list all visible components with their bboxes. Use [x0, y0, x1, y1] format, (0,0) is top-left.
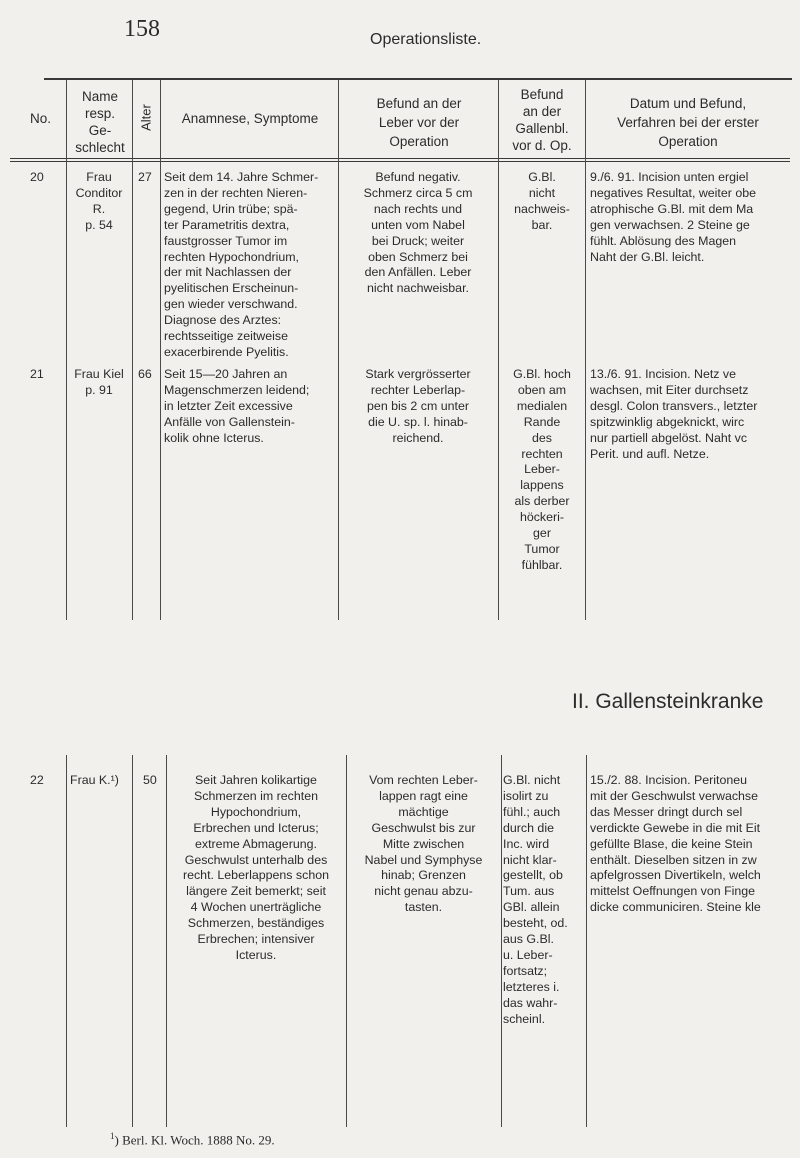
header-name: Name resp. Ge- schlecht — [75, 89, 125, 155]
row-number: 20 — [30, 170, 44, 184]
footnote-text: ) Berl. Kl. Woch. 1888 No. 29. — [114, 1132, 275, 1148]
anamnesis-text: Seit Jahren kolikartige Schmerzen im rechten Hypochondrium, Erbrechen und Icterus; extreme Abmagerung. Geschwulst unterhalb des recht. Leberlappens schon längere Zeit bemerkt; seit 4 Wochen unerträgliche Schmerzen, beständiges Erbrechen; intensiver Icterus. — [182, 773, 330, 962]
anamnesis-text: Seit dem 14. Jahre Schmer- zen in der rechten Nieren- gegend, Urin trübe; spä- ter Parametritis dextra, faustgrosser Tumor im rechten Hypochondrium, der mit Nachlassen der pyelitischen Erscheinun- gen wieder verschwand. Diagnose des Arztes: rechtsseitige zeitweise exacerbirende Pyelitis. — [164, 170, 319, 359]
footnote-mark: 1 — [110, 1131, 115, 1141]
liver-finding: Stark vergrösserter rechter Leberlap- pen bis 2 cm unter die U. sp. l. hinab- reichend. — [365, 367, 471, 445]
patient-age: 50 — [143, 773, 157, 787]
col-divider — [66, 755, 67, 1127]
operation-text: 9./6. 91. Incision unten ergiel negatives Resultat, weiter obe atrophische G.Bl. mit dem Ma gen verwachsen. 2 Steine ge fühlt. Ablösung des Magen Naht der G.Bl. leicht. — [590, 170, 756, 264]
header-no: No. — [30, 111, 52, 126]
header-bottom-rule-2 — [10, 161, 790, 162]
patient-name: Frau Kiel p. 91 — [74, 367, 124, 397]
patient-age: 27 — [138, 170, 152, 184]
col-divider — [66, 80, 67, 620]
patient-age: 66 — [138, 367, 152, 381]
gallbladder-finding: G.Bl. nicht nachweis- bar. — [514, 170, 570, 232]
col-divider — [132, 755, 133, 1127]
anamnesis-text: Seit 15—20 Jahren an Magenschmerzen leidend; in letzter Zeit excessive Anfälle von Gallenstein- kolik ohne Icterus. — [164, 367, 310, 445]
header-datum: Datum und Befund, Verfahren bei der erster Operation — [617, 96, 759, 149]
section-heading: II. Gallensteinkranke — [572, 690, 764, 713]
row-number: 21 — [30, 367, 44, 381]
patient-name: Frau Conditor R. p. 54 — [75, 170, 123, 232]
page-title: Operationsliste. — [370, 31, 482, 48]
liver-finding: Befund negativ. Schmerz circa 5 cm nach rechts und unten vom Nabel bei Druck; weiter oben Schmerz bei den Anfällen. Leber nicht nachweisbar. — [363, 170, 473, 296]
footnote — [110, 1131, 275, 1148]
operation-text: 15./2. 88. Incision. Peritoneu mit der Geschwulst verwachse das Messer dringt durch sel verdickte Gewebe in die mit Eit gefüllte Blase, die keine Stein enthält. Dieselben sitzen in zw apfelgrossen Divertikeln, welch mittelst Oeffnungen von Finge dicke communiciren. Steine kle — [590, 773, 761, 915]
header-gallenbl: Befund an der Gallenbl. vor d. Op. — [512, 87, 572, 153]
gallbladder-finding: G.Bl. nicht isolirt zu fühl.; auch durch die Inc. wird nicht klar- gestellt, ob Tum. aus GBl. allein besteht, od. aus G.Bl. u. Leber- fortsatz; letzteres i. das wahr- scheinl. — [503, 773, 568, 1026]
patient-name: Frau K.¹) — [70, 773, 119, 787]
top-rule — [44, 78, 792, 80]
col-divider — [160, 80, 161, 620]
header-anamnese: Anamnese, Symptome — [181, 111, 319, 126]
liver-finding: Vom rechten Leber- lappen ragt eine mächtige Geschwulst bis zur Mitte zwischen Nabel und Symphyse hinab; Grenzen nicht genau abzu- tasten. — [364, 773, 483, 915]
header-bottom-rule — [10, 158, 790, 159]
gallbladder-finding: G.Bl. hoch oben am medialen Rande des rechten Leber- lappens als derber höckeri- ger Tumor fühlbar. — [513, 367, 571, 572]
header-alter: Alter — [138, 104, 154, 131]
col-divider — [501, 755, 502, 1127]
col-divider — [132, 80, 133, 620]
row-number: 22 — [30, 773, 44, 787]
page-number: 158 — [124, 16, 160, 42]
header-leber: Befund an der Leber vor der Operation — [376, 96, 462, 149]
operation-text: 13./6. 91. Incision. Netz ve wachsen, mit Eiter durchsetz desgl. Colon transvers., letzter spitzwinklig abgeknickt, wirc nur partiell abgelöst. Naht vc Perit. und aufl. Netze. — [590, 367, 758, 461]
